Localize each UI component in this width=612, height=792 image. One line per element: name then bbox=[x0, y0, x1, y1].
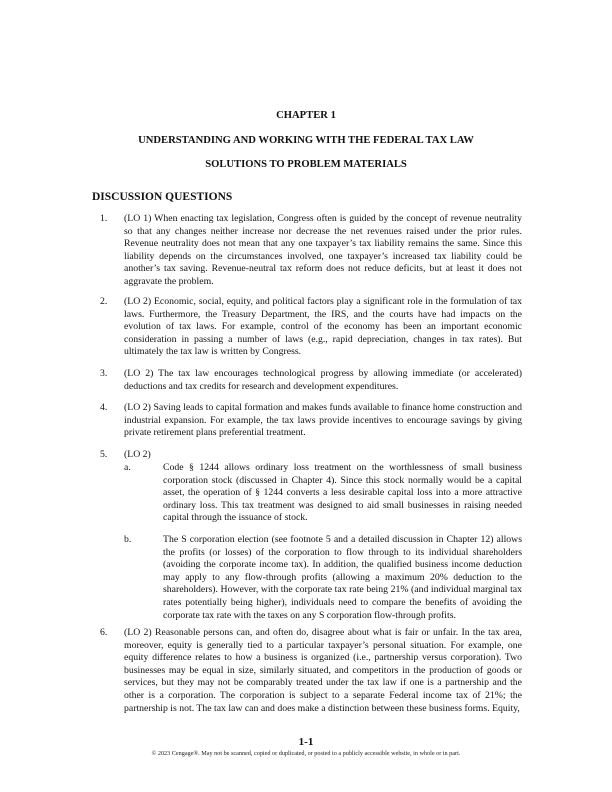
subitem-text: The S corporation election (see footnote 5 and a detailed discussion in Chapter 12) allows the profits (or losses) of the corporation to flow through to its individual shareholders (avoiding the corporate income tax). In addition, the qualified business income deduction may apply to any flow-through profits (allowing a maximum 20% deduction to the shareholders). However, with the corporate tax rate being 21% (and individual marginal tax rates potentially being higher), individuals need to compare the benefits of avoiding the corporate tax rate with the taxes on any S corporation flow-through profits. bbox=[163, 534, 522, 621]
question-number: 4. bbox=[100, 402, 108, 413]
question-text: (LO 2) Economic, social, equity, and political factors play a significant role in the formulation of tax laws. Furthermore, the Treasury Department, the IRS, and the courts have had impacts on the evolution of tax laws. For example, control of the economy has been an important economic consideration in passing a number of laws (e.g., rapid depreciation, changes in tax rates). But ultimately the tax law is written by Congress. bbox=[124, 296, 522, 358]
question-6 bbox=[92, 627, 522, 715]
question-text: (LO 2) Saving leads to capital formation and makes funds available to finance home construction and industrial expansion. For example, the tax laws provide incentives to encourage savings by giving private retirement plans preferential treatment. bbox=[124, 402, 522, 439]
copyright-notice: © 2023 Cengage®. May not be scanned, copied or duplicated, or posted to a publicly accessible website, in whole or in part. bbox=[151, 750, 461, 757]
subitem-text: Code § 1244 allows ordinary loss treatment on the worthlessness of small business corporation stock (discussed in Chapter 4). Since this stock normally would be a capital asset, the operation of § 1244 converts a less desirable capital loss into a more attractive ordinary loss. This tax treatment was designed to aid small businesses in raising needed capital through the issuance of stock. bbox=[163, 462, 522, 524]
subitem-5b bbox=[124, 534, 522, 622]
question-number: 5. bbox=[100, 449, 108, 460]
chapter-subtitle: SOLUTIONS TO PROBLEM MATERIALS bbox=[205, 159, 407, 170]
chapter-title: UNDERSTANDING AND WORKING WITH THE FEDERAL TAX LAW bbox=[138, 135, 474, 146]
question-5 bbox=[92, 449, 522, 462]
question-1 bbox=[92, 213, 522, 289]
page-number: 1-1 bbox=[298, 736, 314, 748]
question-number: 6. bbox=[100, 627, 108, 638]
subitem-letter: b. bbox=[124, 534, 132, 545]
question-4 bbox=[92, 402, 522, 440]
subitem-5a bbox=[124, 462, 522, 525]
question-text: (LO 2) The tax law encourages technological progress by allowing immediate (or accelerated) deductions and tax credits for research and development expenditures. bbox=[124, 368, 522, 392]
question-number: 1. bbox=[100, 213, 108, 224]
question-text: (LO 1) When enacting tax legislation, Congress often is guided by the concept of revenue neutrality so that any changes neither increase nor decrease the net revenues raised under the prior rules. Revenue neutrality does not mean that any one taxpayer’s tax liability remains the same. Since this liability depends on the circumstances involved, one taxpayer’s increased tax liability could be another’s tax saving. Revenue-neutral tax reform does not reduce deficits, but at least it does not aggravate the problem. bbox=[124, 213, 522, 287]
question-number: 3. bbox=[100, 368, 108, 379]
subitem-letter: a. bbox=[124, 462, 131, 473]
question-3 bbox=[92, 368, 522, 393]
chapter-label: CHAPTER 1 bbox=[276, 110, 336, 121]
question-number: 2. bbox=[100, 296, 108, 307]
question-text: (LO 2) bbox=[124, 449, 151, 460]
question-2 bbox=[92, 296, 522, 359]
section-heading: DISCUSSION QUESTIONS bbox=[92, 191, 233, 203]
question-text: (LO 2) Reasonable persons can, and often do, disagree about what is fair or unfair. In the tax area, moreover, equity is generally tied to a particular taxpayer’s personal situation. For example, one equity difference relates to how a business is organized (i.e., partnership versus corporation). Two businesses may be equal in size, similarly situated, and competitors in the production of goods or services, but they may not be comparably treated under the tax law if one is a partnership and the other is a corporation. The corporation is subject to a separate Federal income tax of 21%; the partnership is not. The tax law can and does make a distinction between these business forms. Equity, bbox=[124, 627, 522, 714]
